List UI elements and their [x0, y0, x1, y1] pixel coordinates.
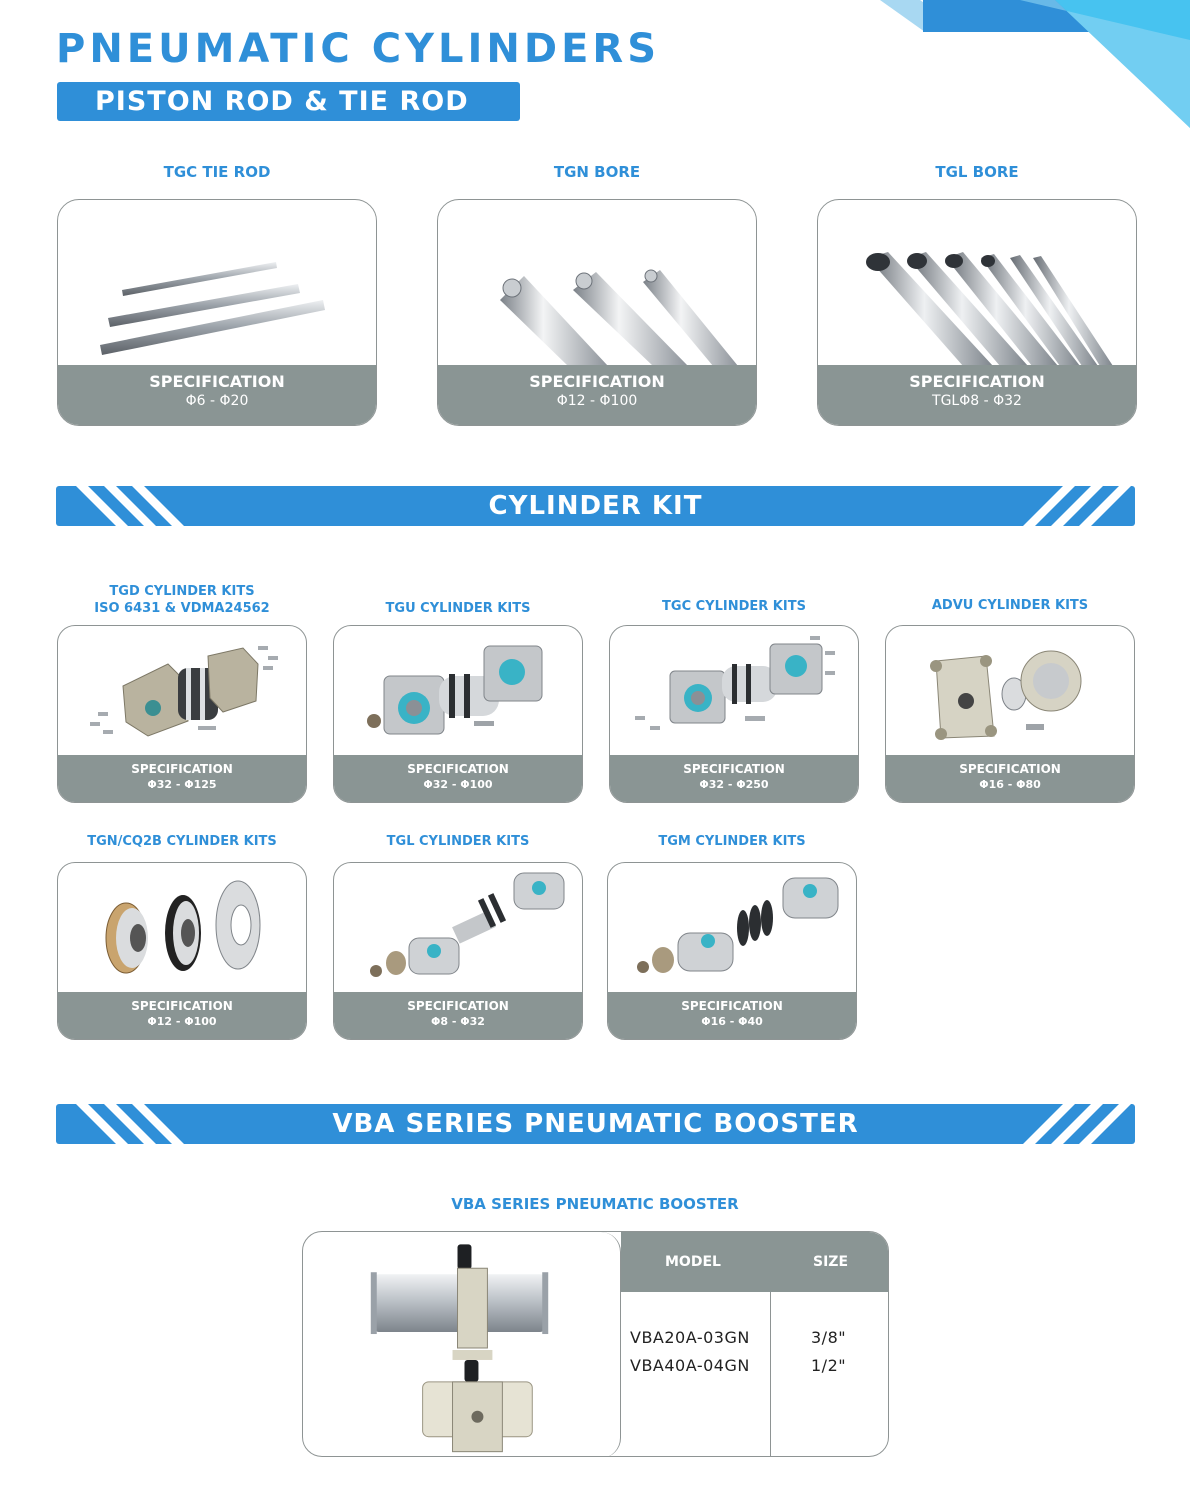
model-cell: VBA20A-03GN — [630, 1328, 750, 1347]
section-header-booster — [56, 1104, 1135, 1144]
product-card[interactable] — [609, 625, 859, 803]
product-card[interactable] — [57, 199, 377, 426]
page-title: PNEUMATIC CYLINDERS — [56, 26, 661, 72]
column-header-model: MODEL — [665, 1254, 721, 1270]
column-divider — [770, 1292, 771, 1457]
product-card[interactable] — [885, 625, 1135, 803]
spec-band: SPECIFICATION Φ16 - Φ80 — [886, 755, 1134, 802]
product-name: TGC CYLINDER KITS — [662, 599, 806, 614]
spec-band: SPECIFICATION Φ8 - Φ32 — [334, 992, 582, 1039]
corner-decoration — [690, 0, 1190, 130]
product-name: TGD CYLINDER KITS ISO 6431 & VDMA24562 — [94, 584, 270, 616]
product-name: TGL BORE — [935, 163, 1019, 181]
column-header-size: SIZE — [813, 1254, 849, 1270]
kit-image — [610, 626, 859, 756]
product-card[interactable] — [333, 862, 583, 1040]
table-header — [621, 1232, 889, 1292]
kit-image — [58, 863, 307, 993]
spec-band: SPECIFICATION Φ32 - Φ100 — [334, 755, 582, 802]
spec-band: SPECIFICATION Φ32 - Φ250 — [610, 755, 858, 802]
product-name: VBA SERIES PNEUMATIC BOOSTER — [451, 1195, 739, 1213]
bore-tube-image — [818, 200, 1137, 366]
spec-band: SPECIFICATION Φ32 - Φ125 — [58, 755, 306, 802]
spec-band: SPECIFICATION TGLΦ8 - Φ32 — [818, 365, 1136, 425]
spec-band: SPECIFICATION Φ12 - Φ100 — [438, 365, 756, 425]
product-card[interactable] — [437, 199, 757, 426]
kit-image — [886, 626, 1135, 756]
product-card[interactable] — [57, 625, 307, 803]
section-header-cylinder-kit — [56, 486, 1135, 526]
product-name: TGC TIE ROD — [163, 163, 271, 181]
product-name: TGL CYLINDER KITS — [386, 834, 530, 849]
spec-band: SPECIFICATION Φ6 - Φ20 — [58, 365, 376, 425]
product-card[interactable] — [333, 625, 583, 803]
product-name: TGN BORE — [553, 163, 641, 181]
booster-card[interactable] — [302, 1231, 889, 1457]
product-name: TGU CYLINDER KITS — [385, 601, 531, 616]
tie-rod-image — [58, 200, 377, 366]
product-name: TGM CYLINDER KITS — [658, 834, 806, 849]
bore-tube-image — [438, 200, 757, 366]
subtitle-text: PISTON ROD & TIE ROD — [95, 86, 469, 117]
kit-image — [334, 863, 583, 993]
size-cell: 1/2" — [811, 1356, 847, 1375]
product-name: ADVU CYLINDER KITS — [931, 598, 1089, 613]
section-title: CYLINDER KIT — [488, 491, 703, 521]
section-title: VBA SERIES PNEUMATIC BOOSTER — [332, 1109, 859, 1139]
model-cell: VBA40A-04GN — [630, 1356, 750, 1375]
kit-image — [58, 626, 307, 756]
subtitle-banner — [57, 82, 520, 121]
product-card[interactable] — [817, 199, 1137, 426]
product-card[interactable] — [57, 862, 307, 1040]
spec-band: SPECIFICATION Φ16 - Φ40 — [608, 992, 856, 1039]
product-card[interactable] — [607, 862, 857, 1040]
kit-image — [334, 626, 583, 756]
spec-band: SPECIFICATION Φ12 - Φ100 — [58, 992, 306, 1039]
kit-image — [608, 863, 857, 993]
product-name: TGN/CQ2B CYLINDER KITS — [87, 834, 277, 849]
size-cell: 3/8" — [811, 1328, 847, 1347]
booster-image — [303, 1232, 621, 1457]
